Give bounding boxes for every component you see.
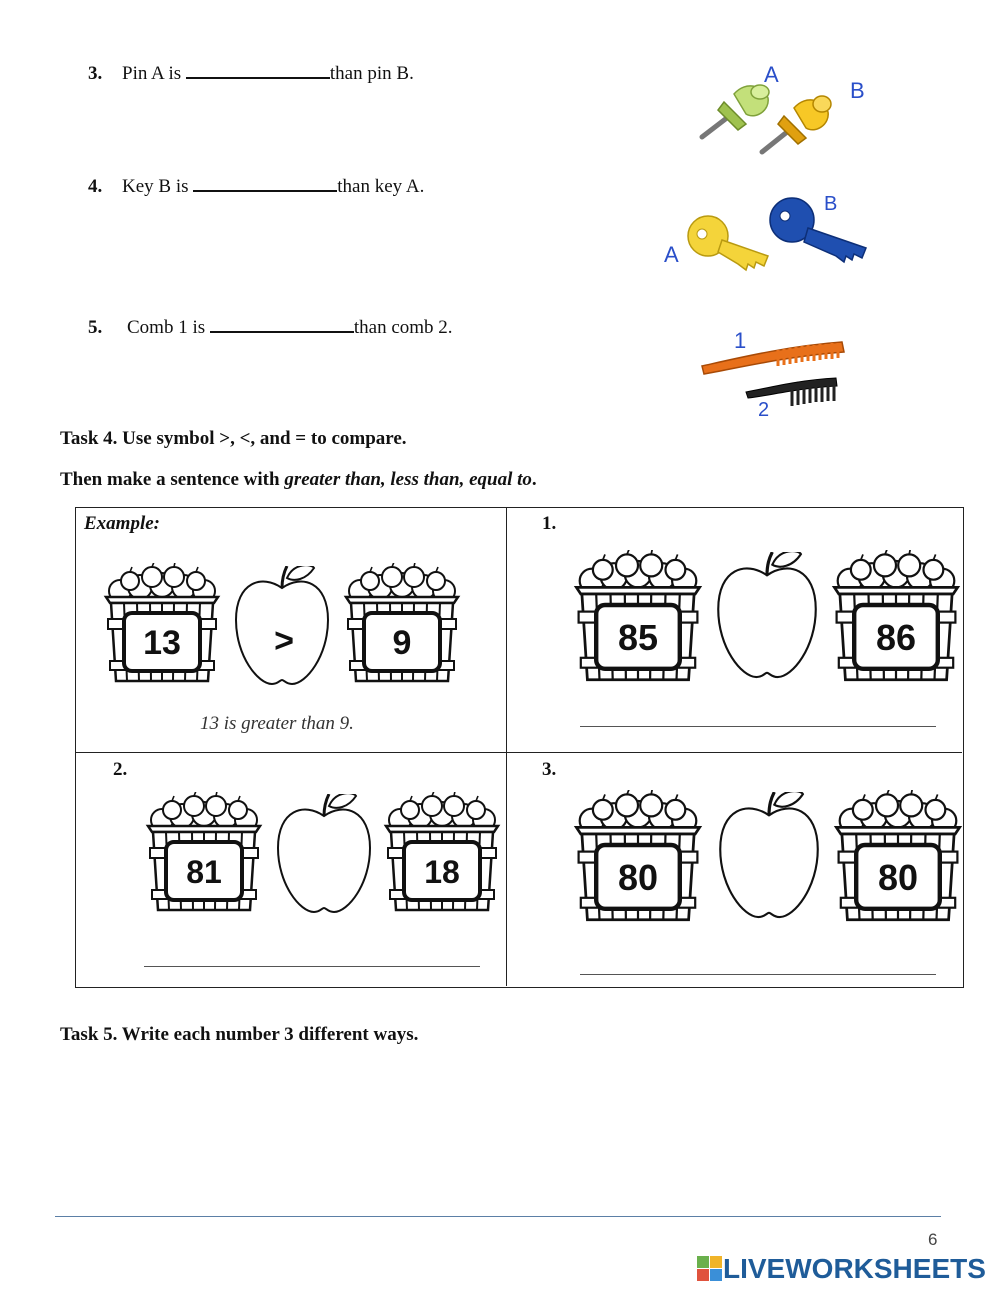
left-number: 85: [617, 617, 659, 658]
question-text-before: Pin A is: [122, 63, 182, 84]
compare-cell-1: [508, 508, 962, 752]
question-text-after: than comb 2.: [353, 317, 453, 338]
key-b-label: B: [824, 193, 838, 215]
comparison-symbol: >: [274, 622, 294, 660]
question-number: 4.: [88, 176, 103, 197]
comb-1-label: 1: [734, 328, 747, 353]
left-basket: [572, 550, 706, 682]
task-5-title: Task 5. Write each number 3 different ways.: [60, 1024, 419, 1045]
apple-answer-slot[interactable]: [714, 552, 824, 680]
right-basket: [832, 790, 966, 922]
answer-blank[interactable]: [186, 61, 330, 79]
liveworksheets-logo-icon: [697, 1256, 723, 1282]
task-4-instruction: Then make a sentence with greater than, less than, equal to.: [60, 469, 537, 490]
question-text-before: Key B is: [122, 176, 189, 197]
example-label: Example:: [84, 513, 160, 534]
answer-blank[interactable]: [210, 315, 354, 333]
item-label: 3.: [542, 759, 557, 780]
comb-2-label: 2: [758, 399, 770, 420]
left-basket: [144, 792, 270, 916]
apple-icon: [232, 566, 332, 688]
left-basket: [572, 790, 706, 922]
sentence-answer-line[interactable]: [580, 726, 936, 727]
answer-blank[interactable]: [193, 174, 337, 192]
right-number: 80: [877, 857, 919, 898]
apple-answer-slot[interactable]: [716, 792, 826, 920]
question-number: 5.: [88, 317, 103, 338]
item-label: 2.: [113, 759, 128, 780]
compare-cell-3: [508, 754, 962, 988]
compare-cell-2: [76, 754, 506, 988]
left-basket: [102, 563, 226, 687]
left-number: 81: [186, 854, 222, 890]
keys-illustration: [660, 190, 875, 275]
question-text-after: than pin B.: [329, 63, 414, 84]
key-a-icon: [688, 216, 768, 270]
comb-1-icon: [702, 342, 844, 374]
sentence-answer-line[interactable]: [580, 974, 936, 975]
right-number: 9: [392, 624, 412, 662]
key-b-icon: [770, 198, 866, 262]
liveworksheets-logo: [697, 1254, 986, 1284]
question-4: [88, 174, 424, 198]
question-text-before: Comb 1 is: [127, 317, 206, 338]
brand-name: LIVEWORKSHEETS: [723, 1253, 986, 1284]
question-5: [88, 315, 453, 339]
right-basket: [382, 792, 508, 916]
item-label: 1.: [542, 513, 557, 534]
pin-b-icon: [762, 96, 831, 152]
sentence-answer-line[interactable]: [144, 966, 480, 967]
question-number: 3.: [88, 63, 103, 84]
pin-a-icon: [702, 85, 769, 137]
example-sentence: 13 is greater than 9.: [200, 713, 354, 734]
right-basket: [830, 550, 964, 682]
footer-divider: [55, 1216, 941, 1217]
combs-illustration: [698, 322, 848, 420]
pin-b-label: B: [850, 78, 865, 103]
apple-answer-slot[interactable]: [274, 794, 378, 918]
example-cell: [76, 508, 506, 752]
left-number: 13: [143, 624, 181, 662]
pins-illustration: [690, 62, 870, 162]
question-3: [88, 61, 414, 85]
right-number: 86: [875, 617, 917, 658]
left-number: 80: [617, 857, 659, 898]
key-a-label: A: [664, 242, 679, 267]
right-number: 18: [424, 854, 460, 890]
task-4-title: Task 4. Use symbol >, <, and = to compare.: [60, 428, 407, 449]
page-number: 6: [928, 1230, 938, 1249]
pin-a-label: A: [764, 62, 779, 87]
right-basket: [342, 563, 466, 687]
question-text-after: than key A.: [337, 176, 425, 197]
comparison-grid: [75, 507, 964, 988]
